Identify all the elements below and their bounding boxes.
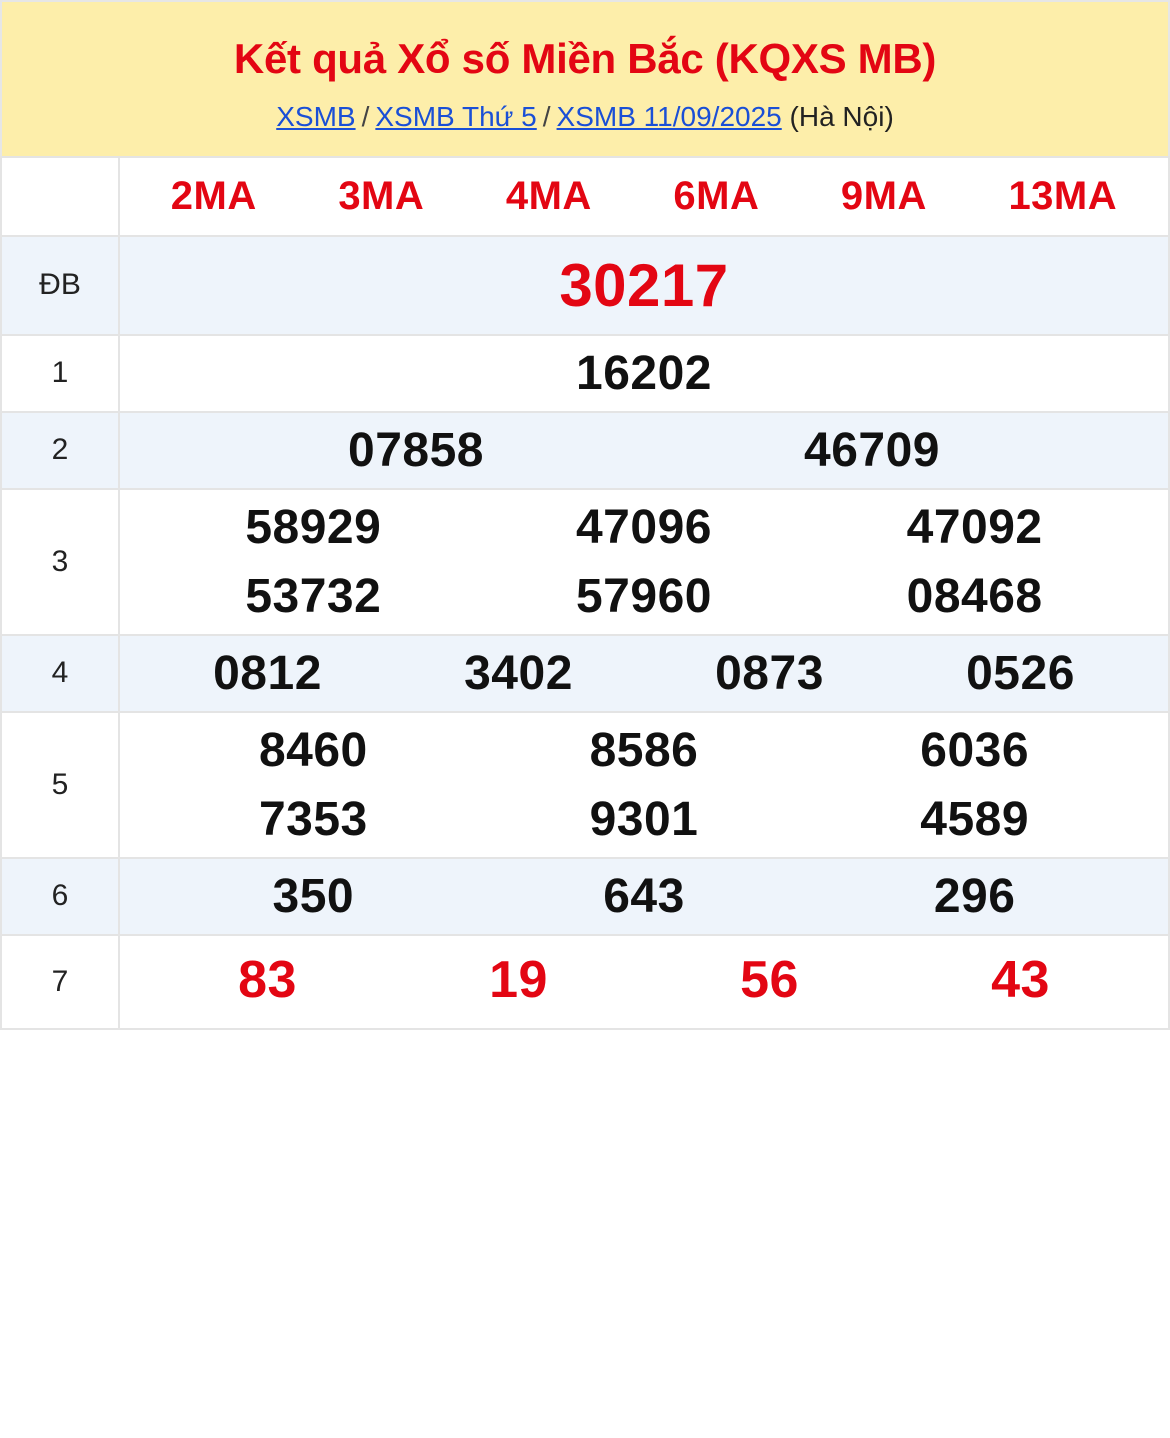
table-row-2 bbox=[1, 412, 1169, 489]
ma-header-blank-cell bbox=[1, 157, 119, 236]
prize-numbers-5 bbox=[119, 712, 1169, 858]
prize-label-5: 5 bbox=[1, 712, 119, 858]
prize-numbers-4 bbox=[119, 635, 1169, 712]
number-p2-1: 46709 bbox=[804, 423, 940, 477]
prize-label-3: 3 bbox=[1, 489, 119, 635]
number-p5-2: 6036 bbox=[920, 723, 1030, 777]
table-row-db bbox=[1, 236, 1169, 335]
table-row-4 bbox=[1, 635, 1169, 712]
table-row-ma-headers bbox=[1, 157, 1169, 236]
number-p6-0: 350 bbox=[272, 869, 355, 923]
number-p4-0: 0812 bbox=[213, 646, 322, 700]
table-row-1 bbox=[1, 335, 1169, 412]
prize-numbers-1 bbox=[119, 335, 1169, 412]
number-p3-0: 58929 bbox=[245, 500, 382, 554]
number-p7-2: 56 bbox=[740, 950, 799, 1009]
number-p6-2: 296 bbox=[933, 869, 1016, 923]
breadcrumb-link-date[interactable]: XSMB 11/09/2025 bbox=[556, 101, 782, 133]
table-row-5 bbox=[1, 712, 1169, 858]
number-p5-5: 4589 bbox=[920, 792, 1030, 846]
prize-label-2: 2 bbox=[1, 412, 119, 489]
number-p7-3: 43 bbox=[991, 950, 1050, 1009]
number-p1-0: 16202 bbox=[576, 346, 712, 400]
number-p3-2: 47092 bbox=[906, 500, 1043, 554]
number-p6-1: 643 bbox=[603, 869, 685, 923]
number-p4-3: 0526 bbox=[966, 646, 1075, 700]
ma-header-13ma[interactable]: 13MA bbox=[1008, 173, 1118, 218]
table-row-3 bbox=[1, 489, 1169, 635]
breadcrumb bbox=[22, 100, 1148, 134]
breadcrumb-separator-1: / bbox=[361, 101, 370, 133]
number-p5-1: 8586 bbox=[589, 723, 699, 777]
results-table bbox=[0, 156, 1170, 1030]
ma-header-9ma[interactable]: 9MA bbox=[840, 173, 927, 218]
number-p4-2: 0873 bbox=[715, 646, 824, 700]
prize-label-6: 6 bbox=[1, 858, 119, 935]
ma-header-6ma[interactable]: 6MA bbox=[673, 173, 760, 218]
breadcrumb-separator-2: / bbox=[542, 101, 551, 133]
breadcrumb-link-weekday[interactable]: XSMB Thứ 5 bbox=[375, 101, 537, 133]
number-p3-4: 57960 bbox=[575, 569, 712, 623]
number-p7-0: 83 bbox=[238, 950, 297, 1009]
prize-label-7: 7 bbox=[1, 935, 119, 1029]
number-p4-1: 3402 bbox=[464, 646, 573, 700]
number-p5-3: 7353 bbox=[258, 792, 368, 846]
breadcrumb-place: (Hà Nội) bbox=[789, 101, 894, 133]
number-p5-0: 8460 bbox=[258, 723, 368, 777]
number-p7-1: 19 bbox=[489, 950, 548, 1009]
number-p5-4: 9301 bbox=[589, 792, 699, 846]
number-db-0: 30217 bbox=[559, 251, 729, 319]
ma-header-4ma[interactable]: 4MA bbox=[505, 173, 592, 218]
prize-numbers-6 bbox=[119, 858, 1169, 935]
ma-header-cell bbox=[119, 157, 1169, 236]
ma-header-2ma[interactable]: 2MA bbox=[170, 173, 257, 218]
ma-header-3ma[interactable]: 3MA bbox=[338, 173, 425, 218]
number-p2-0: 07858 bbox=[348, 423, 484, 477]
page-header bbox=[0, 0, 1170, 156]
prize-numbers-7 bbox=[119, 935, 1169, 1029]
prize-label-4: 4 bbox=[1, 635, 119, 712]
breadcrumb-link-xsmb[interactable]: XSMB bbox=[276, 101, 356, 133]
prize-numbers-db bbox=[119, 236, 1169, 335]
page-title: Kết quả Xổ số Miền Bắc (KQXS MB) bbox=[233, 35, 937, 82]
number-p3-5: 08468 bbox=[906, 569, 1043, 623]
number-p3-3: 53732 bbox=[245, 569, 382, 623]
prize-numbers-3 bbox=[119, 489, 1169, 635]
table-row-7 bbox=[1, 935, 1169, 1029]
prize-numbers-2 bbox=[119, 412, 1169, 489]
number-p3-1: 47096 bbox=[575, 500, 712, 554]
table-row-6 bbox=[1, 858, 1169, 935]
prize-label-db: ĐB bbox=[1, 236, 119, 335]
prize-label-1: 1 bbox=[1, 335, 119, 412]
